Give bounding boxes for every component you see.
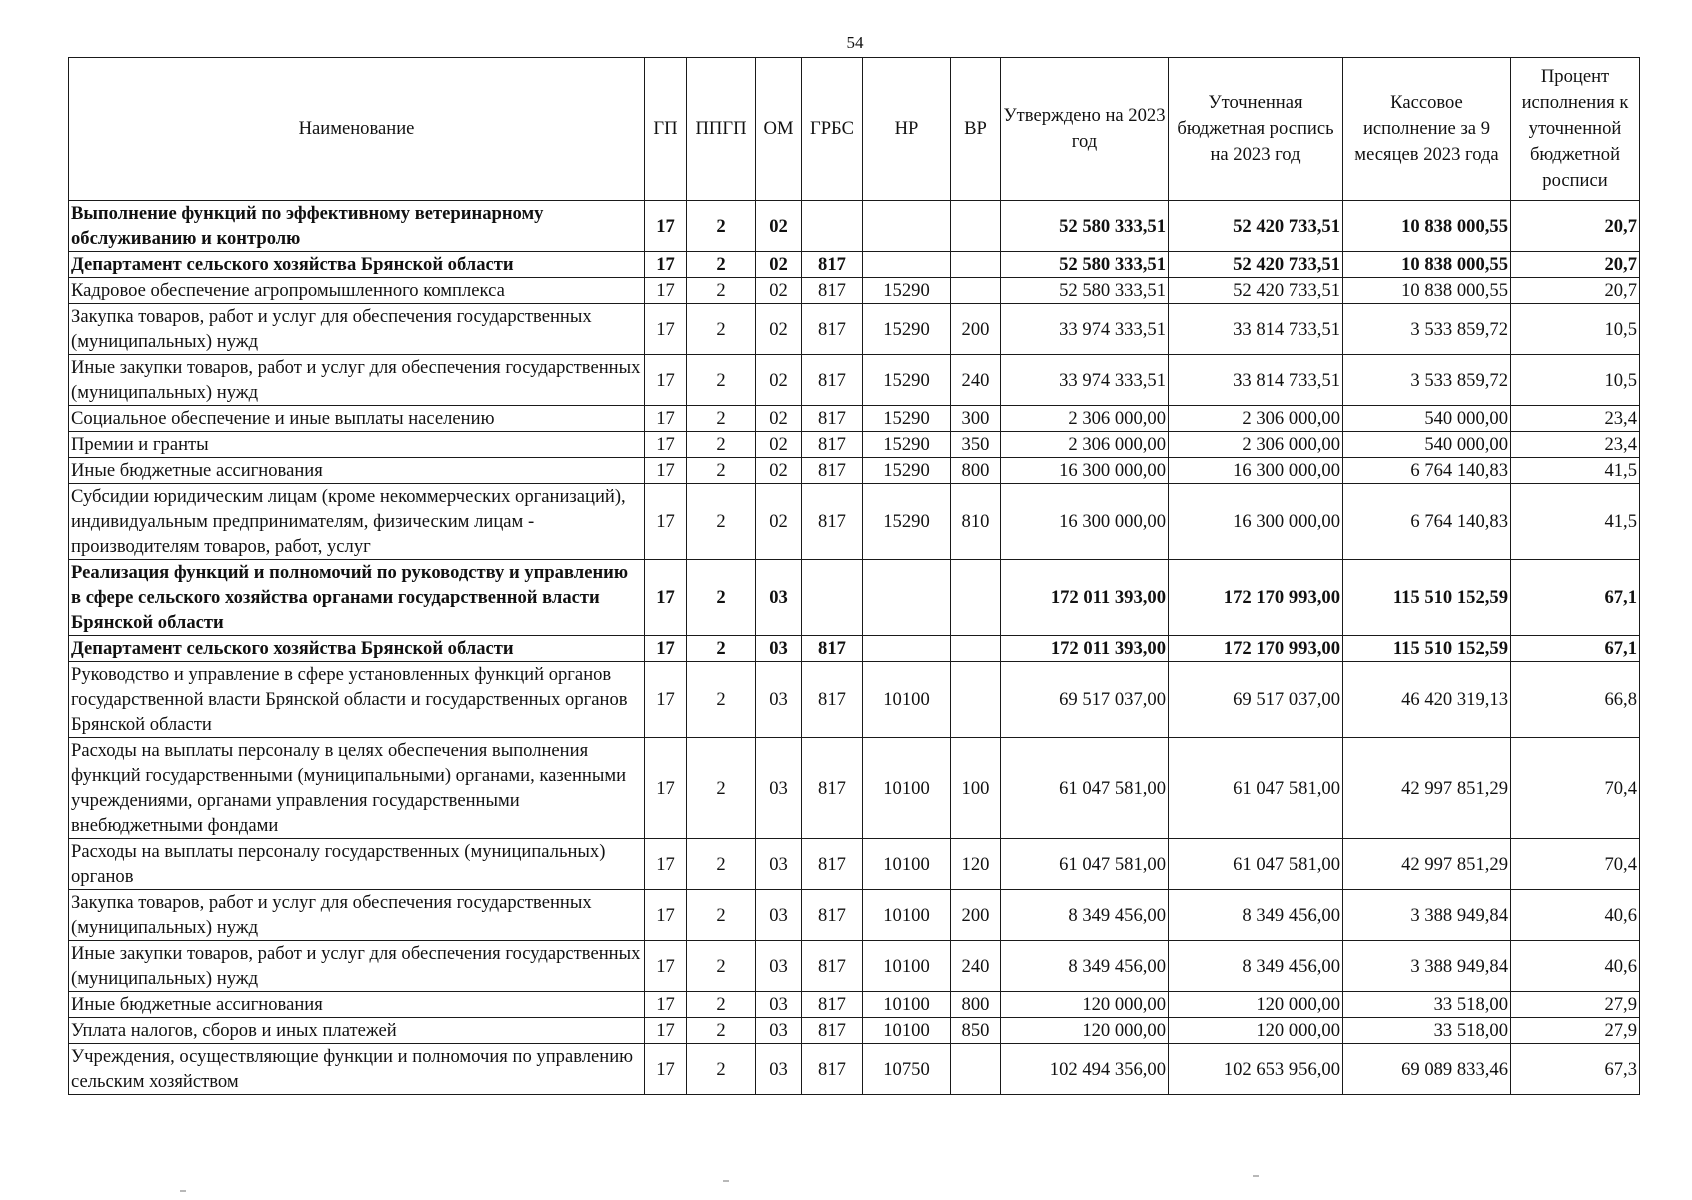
table-row [69,839,1640,890]
table-row [69,458,1640,484]
cell-gp: 17 [645,355,687,406]
cell-om: 02 [756,201,802,252]
cell-percent: 27,9 [1511,1018,1640,1044]
header-vr: ВР [951,58,1001,201]
cell-grbs: 817 [802,458,863,484]
cell-grbs: 817 [802,484,863,560]
cell-ppgp: 2 [687,941,756,992]
cell-grbs: 817 [802,839,863,890]
cell-approved: 52 580 333,51 [1001,201,1169,252]
cell-ppgp: 2 [687,484,756,560]
cell-approved: 8 349 456,00 [1001,890,1169,941]
cell-name: Закупка товаров, работ и услуг для обеспечения государственных (муниципальных) нужд [69,304,645,355]
cell-name: Кадровое обеспечение агропромышленного комплекса [69,278,645,304]
table-row [69,355,1640,406]
table-row [69,406,1640,432]
cell-approved: 172 011 393,00 [1001,636,1169,662]
cell-vr [951,560,1001,636]
cell-refined: 61 047 581,00 [1169,839,1343,890]
cell-approved: 2 306 000,00 [1001,432,1169,458]
cell-vr: 800 [951,992,1001,1018]
header-name: Наименование [69,58,645,201]
cell-name: Субсидии юридическим лицам (кроме некоммерческих организаций), индивидуальным предпринимателям, физическим лицам - производителям товаров, работ, услуг [69,484,645,560]
cell-om: 03 [756,941,802,992]
cell-name: Закупка товаров, работ и услуг для обеспечения государственных (муниципальных) нужд [69,890,645,941]
cell-gp: 17 [645,1044,687,1095]
cell-om: 02 [756,458,802,484]
cell-approved: 120 000,00 [1001,992,1169,1018]
cell-grbs: 817 [802,432,863,458]
cell-name: Департамент сельского хозяйства Брянской области [69,636,645,662]
cell-approved: 16 300 000,00 [1001,484,1169,560]
cell-approved: 52 580 333,51 [1001,278,1169,304]
table-body [69,201,1640,1095]
cell-ppgp: 2 [687,355,756,406]
cell-om: 02 [756,304,802,355]
cell-percent: 67,3 [1511,1044,1640,1095]
cell-grbs: 817 [802,355,863,406]
cell-nr: 10100 [863,662,951,738]
cell-name: Расходы на выплаты персоналу государственных (муниципальных) органов [69,839,645,890]
cell-gp: 17 [645,890,687,941]
cell-vr: 810 [951,484,1001,560]
scan-speck [723,1180,729,1182]
cell-refined: 33 814 733,51 [1169,355,1343,406]
cell-grbs [802,201,863,252]
cell-vr: 200 [951,890,1001,941]
cell-percent: 20,7 [1511,252,1640,278]
cell-name: Иные закупки товаров, работ и услуг для обеспечения государственных (муниципальных) нужд [69,355,645,406]
cell-ppgp: 2 [687,1044,756,1095]
cell-nr: 10100 [863,992,951,1018]
cell-approved: 8 349 456,00 [1001,941,1169,992]
header-row [69,58,1640,201]
cell-refined: 16 300 000,00 [1169,484,1343,560]
cell-nr [863,636,951,662]
cell-nr: 10100 [863,1018,951,1044]
cell-cash: 3 388 949,84 [1343,890,1511,941]
table-row [69,738,1640,839]
cell-om: 03 [756,1044,802,1095]
table-row [69,252,1640,278]
header-approved: Утверждено на 2023 год [1001,58,1169,201]
cell-gp: 17 [645,304,687,355]
cell-ppgp: 2 [687,406,756,432]
cell-percent: 10,5 [1511,304,1640,355]
cell-gp: 17 [645,1018,687,1044]
cell-percent: 70,4 [1511,738,1640,839]
cell-ppgp: 2 [687,738,756,839]
cell-ppgp: 2 [687,560,756,636]
cell-grbs: 817 [802,406,863,432]
cell-name: Уплата налогов, сборов и иных платежей [69,1018,645,1044]
cell-vr [951,1044,1001,1095]
cell-vr: 100 [951,738,1001,839]
cell-cash: 42 997 851,29 [1343,839,1511,890]
cell-nr: 15290 [863,355,951,406]
header-percent: Процент исполнения к уточненной бюджетной росписи [1511,58,1640,201]
cell-nr: 10100 [863,941,951,992]
cell-ppgp: 2 [687,432,756,458]
cell-vr: 240 [951,941,1001,992]
cell-grbs: 817 [802,738,863,839]
cell-cash: 10 838 000,55 [1343,278,1511,304]
table-row [69,560,1640,636]
cell-cash: 3 533 859,72 [1343,355,1511,406]
table-row [69,992,1640,1018]
cell-nr: 15290 [863,432,951,458]
cell-ppgp: 2 [687,278,756,304]
cell-approved: 52 580 333,51 [1001,252,1169,278]
cell-om: 02 [756,252,802,278]
cell-nr: 15290 [863,458,951,484]
cell-om: 03 [756,560,802,636]
cell-name: Реализация функций и полномочий по руководству и управлению в сфере сельского хозяйства органами государственной власти Брянской области [69,560,645,636]
cell-percent: 66,8 [1511,662,1640,738]
cell-gp: 17 [645,278,687,304]
header-nr: НР [863,58,951,201]
cell-vr [951,636,1001,662]
cell-grbs: 817 [802,992,863,1018]
cell-gp: 17 [645,484,687,560]
cell-ppgp: 2 [687,662,756,738]
cell-refined: 2 306 000,00 [1169,432,1343,458]
cell-refined: 2 306 000,00 [1169,406,1343,432]
cell-cash: 33 518,00 [1343,992,1511,1018]
cell-grbs: 817 [802,662,863,738]
cell-nr: 15290 [863,278,951,304]
cell-cash: 10 838 000,55 [1343,201,1511,252]
cell-nr [863,201,951,252]
cell-ppgp: 2 [687,839,756,890]
cell-percent: 10,5 [1511,355,1640,406]
cell-ppgp: 2 [687,252,756,278]
cell-vr [951,252,1001,278]
cell-name: Премии и гранты [69,432,645,458]
table-row [69,890,1640,941]
cell-approved: 33 974 333,51 [1001,304,1169,355]
cell-gp: 17 [645,839,687,890]
cell-refined: 52 420 733,51 [1169,252,1343,278]
table-row [69,278,1640,304]
cell-om: 02 [756,432,802,458]
cell-vr: 300 [951,406,1001,432]
cell-approved: 61 047 581,00 [1001,738,1169,839]
cell-name: Иные бюджетные ассигнования [69,458,645,484]
cell-vr: 800 [951,458,1001,484]
scan-speck [1253,1175,1259,1177]
cell-cash: 69 089 833,46 [1343,1044,1511,1095]
cell-nr: 15290 [863,484,951,560]
cell-om: 03 [756,738,802,839]
cell-cash: 115 510 152,59 [1343,560,1511,636]
header-ppgp: ППГП [687,58,756,201]
cell-percent: 27,9 [1511,992,1640,1018]
cell-om: 03 [756,890,802,941]
scan-speck [180,1190,186,1192]
cell-grbs: 817 [802,278,863,304]
cell-nr: 10100 [863,890,951,941]
cell-gp: 17 [645,560,687,636]
cell-percent: 67,1 [1511,560,1640,636]
cell-cash: 3 388 949,84 [1343,941,1511,992]
cell-percent: 67,1 [1511,636,1640,662]
cell-refined: 33 814 733,51 [1169,304,1343,355]
cell-ppgp: 2 [687,636,756,662]
cell-refined: 52 420 733,51 [1169,201,1343,252]
table-row [69,1044,1640,1095]
cell-om: 02 [756,278,802,304]
table-row [69,941,1640,992]
cell-percent: 41,5 [1511,484,1640,560]
cell-grbs: 817 [802,304,863,355]
cell-gp: 17 [645,458,687,484]
cell-ppgp: 2 [687,304,756,355]
cell-om: 03 [756,636,802,662]
cell-cash: 42 997 851,29 [1343,738,1511,839]
cell-refined: 69 517 037,00 [1169,662,1343,738]
cell-name: Департамент сельского хозяйства Брянской области [69,252,645,278]
table-row [69,636,1640,662]
cell-name: Иные бюджетные ассигнования [69,992,645,1018]
cell-grbs: 817 [802,890,863,941]
cell-vr [951,201,1001,252]
cell-gp: 17 [645,406,687,432]
cell-approved: 2 306 000,00 [1001,406,1169,432]
cell-nr: 10750 [863,1044,951,1095]
cell-gp: 17 [645,941,687,992]
cell-gp: 17 [645,432,687,458]
cell-grbs [802,560,863,636]
cell-vr: 350 [951,432,1001,458]
cell-nr: 10100 [863,738,951,839]
cell-ppgp: 2 [687,458,756,484]
header-om: ОМ [756,58,802,201]
cell-om: 03 [756,662,802,738]
header-gp: ГП [645,58,687,201]
cell-om: 03 [756,992,802,1018]
cell-nr: 15290 [863,406,951,432]
cell-grbs: 817 [802,636,863,662]
cell-name: Учреждения, осуществляющие функции и полномочия по управлению сельским хозяйством [69,1044,645,1095]
cell-nr: 15290 [863,304,951,355]
cell-ppgp: 2 [687,1018,756,1044]
page-number: 54 [846,33,864,52]
cell-gp: 17 [645,992,687,1018]
cell-percent: 23,4 [1511,432,1640,458]
cell-grbs: 817 [802,1018,863,1044]
cell-refined: 16 300 000,00 [1169,458,1343,484]
cell-gp: 17 [645,636,687,662]
cell-vr [951,662,1001,738]
cell-percent: 40,6 [1511,890,1640,941]
cell-vr: 240 [951,355,1001,406]
header-cash: Кассовое исполнение за 9 месяцев 2023 года [1343,58,1511,201]
cell-approved: 33 974 333,51 [1001,355,1169,406]
cell-grbs: 817 [802,252,863,278]
cell-om: 03 [756,839,802,890]
table-row [69,304,1640,355]
budget-execution-table [68,57,1640,1095]
table-row [69,432,1640,458]
cell-name: Расходы на выплаты персоналу в целях обеспечения выполнения функций государственными (муниципальными) органами, казенными учреждениями, органами управления государственными внебюджетными фондами [69,738,645,839]
cell-refined: 8 349 456,00 [1169,941,1343,992]
table-row [69,484,1640,560]
table-header [69,58,1640,201]
cell-percent: 20,7 [1511,201,1640,252]
cell-ppgp: 2 [687,890,756,941]
cell-approved: 172 011 393,00 [1001,560,1169,636]
cell-gp: 17 [645,662,687,738]
cell-om: 02 [756,484,802,560]
cell-gp: 17 [645,252,687,278]
cell-ppgp: 2 [687,992,756,1018]
cell-nr [863,560,951,636]
cell-grbs: 817 [802,1044,863,1095]
cell-vr: 200 [951,304,1001,355]
cell-vr [951,278,1001,304]
cell-cash: 6 764 140,83 [1343,484,1511,560]
cell-vr: 850 [951,1018,1001,1044]
cell-name: Социальное обеспечение и иные выплаты населению [69,406,645,432]
cell-refined: 120 000,00 [1169,992,1343,1018]
cell-percent: 40,6 [1511,941,1640,992]
cell-refined: 102 653 956,00 [1169,1044,1343,1095]
cell-cash: 46 420 319,13 [1343,662,1511,738]
cell-cash: 540 000,00 [1343,406,1511,432]
cell-cash: 10 838 000,55 [1343,252,1511,278]
cell-cash: 540 000,00 [1343,432,1511,458]
cell-refined: 172 170 993,00 [1169,560,1343,636]
cell-grbs: 817 [802,941,863,992]
table-row [69,201,1640,252]
cell-om: 03 [756,1018,802,1044]
cell-percent: 41,5 [1511,458,1640,484]
cell-gp: 17 [645,201,687,252]
cell-ppgp: 2 [687,201,756,252]
cell-gp: 17 [645,738,687,839]
cell-name: Руководство и управление в сфере установленных функций органов государственной власти Брянской области и государственных органов Брянской области [69,662,645,738]
cell-refined: 8 349 456,00 [1169,890,1343,941]
cell-approved: 120 000,00 [1001,1018,1169,1044]
table-row [69,662,1640,738]
cell-om: 02 [756,355,802,406]
cell-name: Иные закупки товаров, работ и услуг для обеспечения государственных (муниципальных) нужд [69,941,645,992]
cell-vr: 120 [951,839,1001,890]
table-row [69,1018,1640,1044]
header-refined: Уточненная бюджетная роспись на 2023 год [1169,58,1343,201]
cell-om: 02 [756,406,802,432]
header-grbs: ГРБС [802,58,863,201]
cell-nr [863,252,951,278]
cell-cash: 3 533 859,72 [1343,304,1511,355]
cell-approved: 16 300 000,00 [1001,458,1169,484]
cell-refined: 172 170 993,00 [1169,636,1343,662]
cell-cash: 33 518,00 [1343,1018,1511,1044]
cell-percent: 23,4 [1511,406,1640,432]
cell-cash: 6 764 140,83 [1343,458,1511,484]
cell-approved: 61 047 581,00 [1001,839,1169,890]
cell-name: Выполнение функций по эффективному ветеринарному обслуживанию и контролю [69,201,645,252]
cell-percent: 20,7 [1511,278,1640,304]
cell-approved: 102 494 356,00 [1001,1044,1169,1095]
cell-refined: 120 000,00 [1169,1018,1343,1044]
cell-cash: 115 510 152,59 [1343,636,1511,662]
cell-percent: 70,4 [1511,839,1640,890]
cell-refined: 61 047 581,00 [1169,738,1343,839]
cell-refined: 52 420 733,51 [1169,278,1343,304]
cell-nr: 10100 [863,839,951,890]
cell-approved: 69 517 037,00 [1001,662,1169,738]
